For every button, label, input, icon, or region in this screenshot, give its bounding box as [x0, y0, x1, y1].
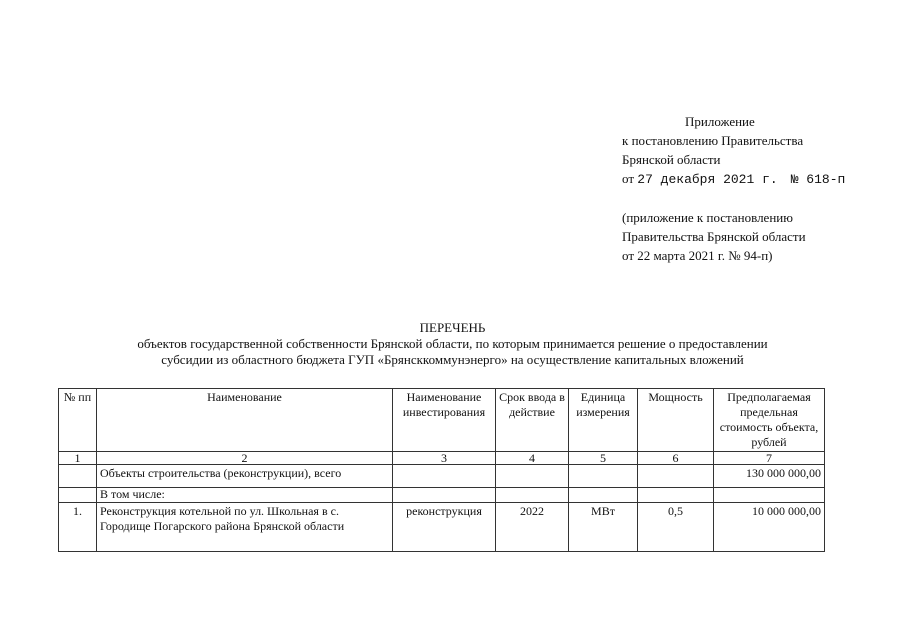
annex-date-prefix: от [622, 171, 635, 186]
column-number: 7 [714, 452, 825, 465]
row-commission-year: 2022 [496, 503, 569, 552]
including-row [59, 488, 825, 503]
row-investment-type: реконструкция [393, 503, 496, 552]
empty-cell [393, 488, 496, 503]
annex-heading: Приложение [685, 114, 755, 129]
including-label: В том числе: [97, 488, 393, 503]
empty-cell [59, 488, 97, 503]
header-number: № пп [59, 389, 97, 452]
row-name: Реконструкция котельной по ул. Школьная в с. Городище Погарского района Брянской области [97, 503, 393, 552]
title-line-2: субсидии из областного бюджета ГУП «Брянсккоммунэнерго» на осуществление капитальных вложений [161, 352, 744, 367]
column-number: 6 [638, 452, 714, 465]
header-commission-date: Срок ввода в действие [496, 389, 569, 452]
empty-cell [638, 465, 714, 488]
annex-line-1: к постановлению Правительства [622, 133, 804, 148]
empty-cell [393, 465, 496, 488]
row-unit: МВт [569, 503, 638, 552]
header-capacity: Мощность [638, 389, 714, 452]
total-name: Объекты строительства (реконструкции), всего [97, 465, 393, 488]
annex-block [622, 112, 845, 265]
column-number: 4 [496, 452, 569, 465]
annex-spacer [622, 189, 845, 208]
header-name: Наименование [97, 389, 393, 452]
total-row [59, 465, 825, 488]
annex-line-2: Брянской области [622, 152, 721, 167]
original-ref-line-3: от 22 марта 2021 г. № 94-п) [622, 248, 773, 263]
empty-cell [569, 465, 638, 488]
annex-date-stamp: 27 декабря 2021 г. [637, 172, 778, 187]
column-number: 2 [97, 452, 393, 465]
empty-cell [496, 488, 569, 503]
table-row [59, 503, 825, 552]
empty-cell [569, 488, 638, 503]
empty-cell [714, 488, 825, 503]
title-heading: ПЕРЕЧЕНЬ [419, 320, 486, 335]
column-number: 1 [59, 452, 97, 465]
total-cost: 130 000 000,00 [714, 465, 825, 488]
row-capacity: 0,5 [638, 503, 714, 552]
header-investment-type: Наименование инвестирования [393, 389, 496, 452]
row-number: 1. [59, 503, 97, 552]
document-title [0, 320, 905, 368]
original-ref-line-1: (приложение к постановлению [622, 210, 793, 225]
table-header-row [59, 389, 825, 452]
column-number-row [59, 452, 825, 465]
annex-date-line [622, 169, 845, 189]
column-number: 3 [393, 452, 496, 465]
header-unit: Единица измерения [569, 389, 638, 452]
annex-number-stamp: № 618-п [790, 172, 846, 187]
title-line-1: объектов государственной собственности Брянской области, по которым принимается решение о предоставлении [137, 336, 768, 351]
total-number-cell [59, 465, 97, 488]
row-cost: 10 000 000,00 [714, 503, 825, 552]
empty-cell [638, 488, 714, 503]
header-cost: Предполагаемая предельная стоимость объекта, рублей [714, 389, 825, 452]
empty-cell [496, 465, 569, 488]
objects-table [58, 388, 825, 552]
original-ref-line-2: Правительства Брянской области [622, 229, 806, 244]
column-number: 5 [569, 452, 638, 465]
